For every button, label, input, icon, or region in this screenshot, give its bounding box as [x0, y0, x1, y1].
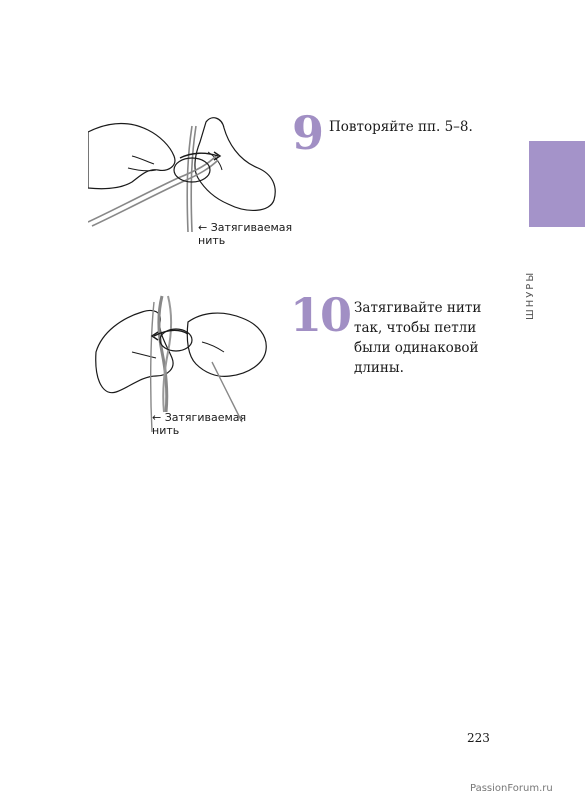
caption-arrow-icon: ← [198, 221, 208, 234]
hands-pulling-loop-drawing [88, 112, 288, 232]
step-10-text-line: были одинаковой [354, 340, 479, 356]
section-label: ШНУРЫ [525, 270, 536, 320]
step-9-number: 9 [292, 106, 325, 160]
page-number: 223 [467, 731, 490, 745]
step-10-text [354, 298, 481, 378]
step-9-caption-line2: нить [198, 234, 226, 247]
step-9-text: Повторяйте пп. 5–8. [329, 119, 473, 135]
watermark: PassionForum.ru [470, 783, 553, 794]
step-10-text-line: Затягивайте нити [354, 300, 482, 316]
step-10-caption-line2: нить [152, 424, 180, 437]
step-9-caption-line1: Затягиваемая [210, 221, 293, 234]
step-10-text-line: длины. [354, 360, 404, 376]
step-10-caption [152, 411, 246, 437]
step-10-text-line: так, чтобы петли [354, 320, 477, 336]
step-10-number: 10 [290, 288, 351, 342]
step-9-illustration [88, 112, 288, 232]
section-tab [529, 141, 585, 227]
step-9-caption [198, 221, 292, 247]
caption-arrow-icon: ← [152, 411, 162, 424]
step-10-caption-line1: Затягиваемая [164, 411, 247, 424]
